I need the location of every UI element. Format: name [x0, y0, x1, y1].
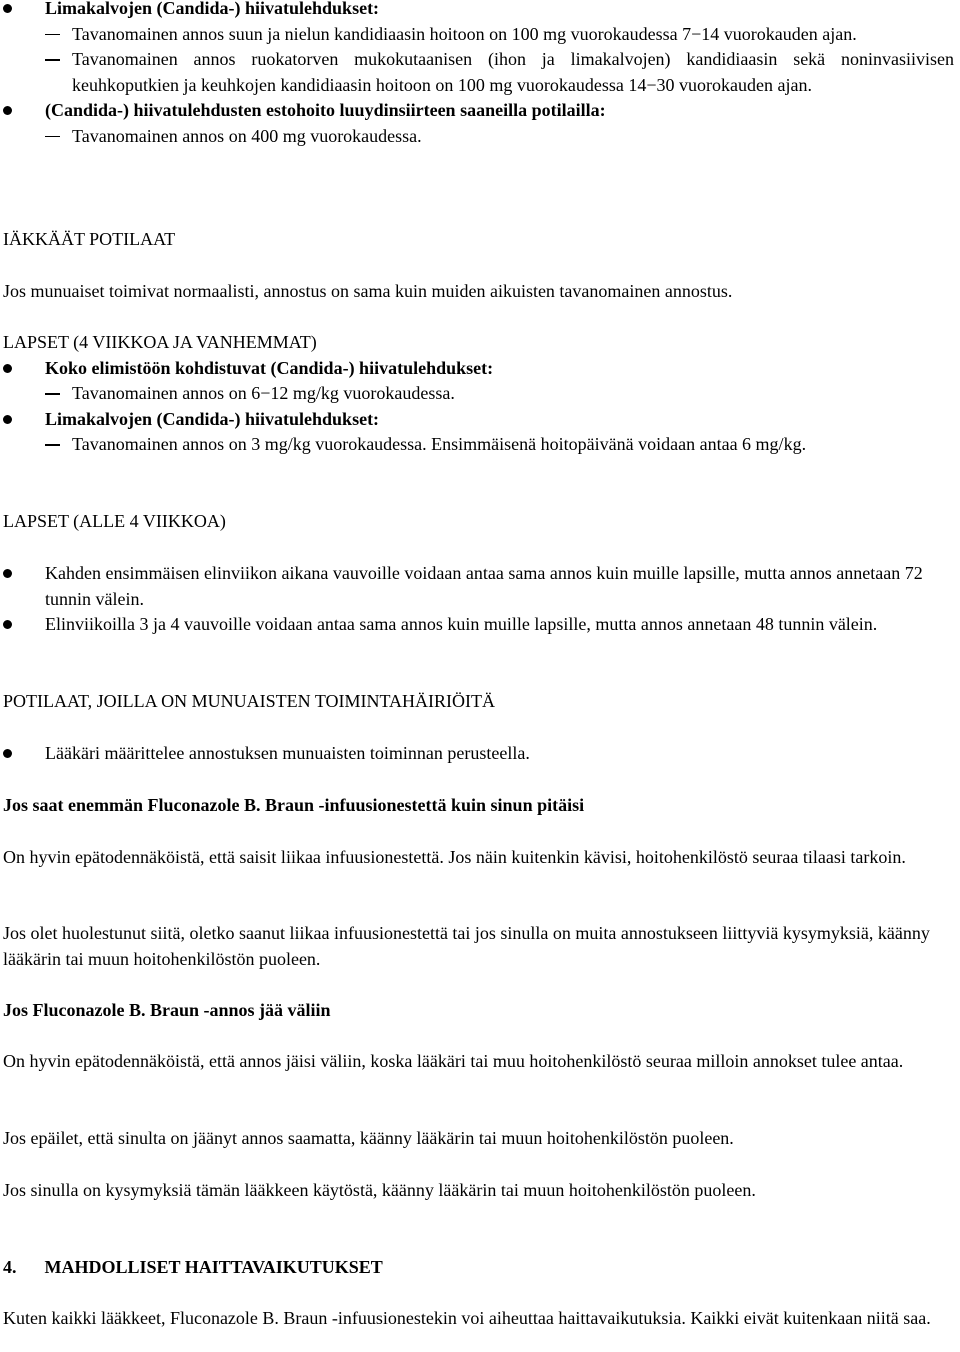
bullet-item [3, 98, 954, 124]
missed-heading: Jos Fluconazole B. Braun -annos jää väliin [3, 1000, 331, 1020]
dash-icon [45, 34, 60, 36]
bullet-icon [3, 4, 12, 13]
subsection-heading: Koko elimistöön kohdistuvat (Candida-) hiivatulehdukset: [45, 357, 494, 378]
overdose-heading: Jos saat enemmän Fluconazole B. Braun -infuusionestettä kuin sinun pitäisi [3, 795, 585, 815]
list-item-text: Lääkäri määrittelee annostuksen munuaisten toiminnan perusteella. [45, 743, 530, 763]
elderly-heading: IÄKKÄÄT POTILAAT [3, 229, 176, 249]
missed-paragraph-2: Jos epäilet, että sinulta on jäänyt annos saamatta, käänny lääkärin tai muun hoitohenkilöstön puoleen. [3, 1128, 734, 1148]
children-under4w-list [3, 561, 954, 638]
dash-item [3, 381, 954, 407]
list-item-text: Tavanomainen annos on 6−12 mg/kg vuorokaudessa. [72, 383, 455, 403]
list-item-text: Tavanomainen annos ruokatorven mukokutaanisen (ihon ja limakalvojen) kandidiaasin sekä noninvasiivisen keuhkoputkien ja keuhkojen kandidiaasin hoitoon on 100 mg vuorokaudessa 14−30 vuorokauden ajan. [72, 49, 954, 95]
bullet-item [3, 407, 954, 433]
bullet-icon [3, 569, 12, 578]
children-under4w-heading: LAPSET (ALLE 4 VIIKKOA) [3, 511, 226, 531]
section-heading: Limakalvojen (Candida-) hiivatulehdukset: [45, 0, 380, 18]
children-4w-section [3, 330, 954, 458]
side-effects-text: Kuten kaikki lääkkeet, Fluconazole B. Braun -infuusionestekin voi aiheuttaa haittavaikutuksia. Kaikki eivät kuitenkaan niitä saa. [3, 1308, 931, 1328]
overdose-paragraph-2: Jos olet huolestunut siitä, oletko saanut liikaa infuusionestettä tai jos sinulla on muita annostukseen liittyviä kysymyksiä, käänny lääkärin tai muun hoitohenkilöstön puoleen. [3, 923, 930, 969]
missed-paragraph-3: Jos sinulla on kysymyksiä tämän lääkkeen käytöstä, käänny lääkärin tai muun hoitohenkilöstön puoleen. [3, 1180, 756, 1200]
missed-paragraph-1: On hyvin epätodennäköistä, että annos jäisi väliin, koska lääkäri tai muu hoitohenkilöstö seuraa milloin annokset tulee antaa. [3, 1051, 904, 1071]
bullet-icon [3, 620, 12, 629]
dash-item [3, 22, 954, 48]
section-number: 4. [3, 1257, 17, 1277]
list-item-text: Tavanomainen annos on 400 mg vuorokaudessa. [72, 125, 422, 146]
dash-icon [45, 444, 60, 446]
bullet-item [3, 612, 954, 638]
bullet-icon [3, 364, 12, 373]
mucosal-intro-section [3, 0, 954, 149]
dash-item [3, 47, 954, 98]
list-item-text: Tavanomainen annos on 3 mg/kg vuorokaudessa. Ensimmäisenä hoitopäivänä voidaan antaa 6 mg/kg. [72, 434, 807, 454]
bullet-item [3, 0, 954, 22]
section-heading: LAPSET (4 VIIKKOA JA VANHEMMAT) [3, 332, 317, 352]
list-item-text: Kahden ensimmäisen elinviikon aikana vauvoille voidaan antaa sama annos kuin muille lapsille, mutta annos annetaan 72 tunnin välein. [45, 563, 923, 609]
bullet-icon [3, 415, 12, 424]
list-item-text: Tavanomainen annos suun ja nielun kandidiaasin hoitoon on 100 mg vuorokaudessa 7−14 vuorokauden ajan. [72, 23, 857, 44]
dash-item [3, 124, 954, 150]
subsection-heading: Limakalvojen (Candida-) hiivatulehdukset: [45, 408, 380, 429]
overdose-paragraph-1: On hyvin epätodennäköistä, että saisit liikaa infuusionestettä. Jos näin kuitenkin kävisi, hoitohenkilöstö seuraa tilaasi tarkoin. [3, 847, 906, 867]
bullet-icon [3, 749, 12, 758]
dash-icon [45, 59, 60, 61]
renal-list [3, 741, 954, 767]
section-title: MAHDOLLISET HAITTAVAIKUTUKSET [44, 1257, 383, 1277]
bullet-item [3, 561, 954, 612]
dash-icon [45, 393, 60, 395]
section-heading: (Candida-) hiivatulehdusten estohoito luuydinsiirteen saaneilla potilailla: [45, 100, 606, 120]
list-item-text: Elinviikoilla 3 ja 4 vauvoille voidaan antaa sama annos kuin muille lapsille, mutta annos annetaan 48 tunnin välein. [45, 614, 878, 634]
dash-icon [45, 136, 60, 138]
bullet-icon [3, 106, 12, 115]
bullet-item [3, 356, 954, 382]
elderly-text: Jos munuaiset toimivat normaalisti, annostus on sama kuin muiden aikuisten tavanomainen annostus. [3, 281, 733, 301]
bullet-item [3, 741, 954, 767]
dash-item [3, 432, 954, 458]
section-4-heading [3, 1255, 954, 1281]
renal-heading: POTILAAT, JOILLA ON MUNUAISTEN TOIMINTAHÄIRIÖITÄ [3, 691, 496, 711]
